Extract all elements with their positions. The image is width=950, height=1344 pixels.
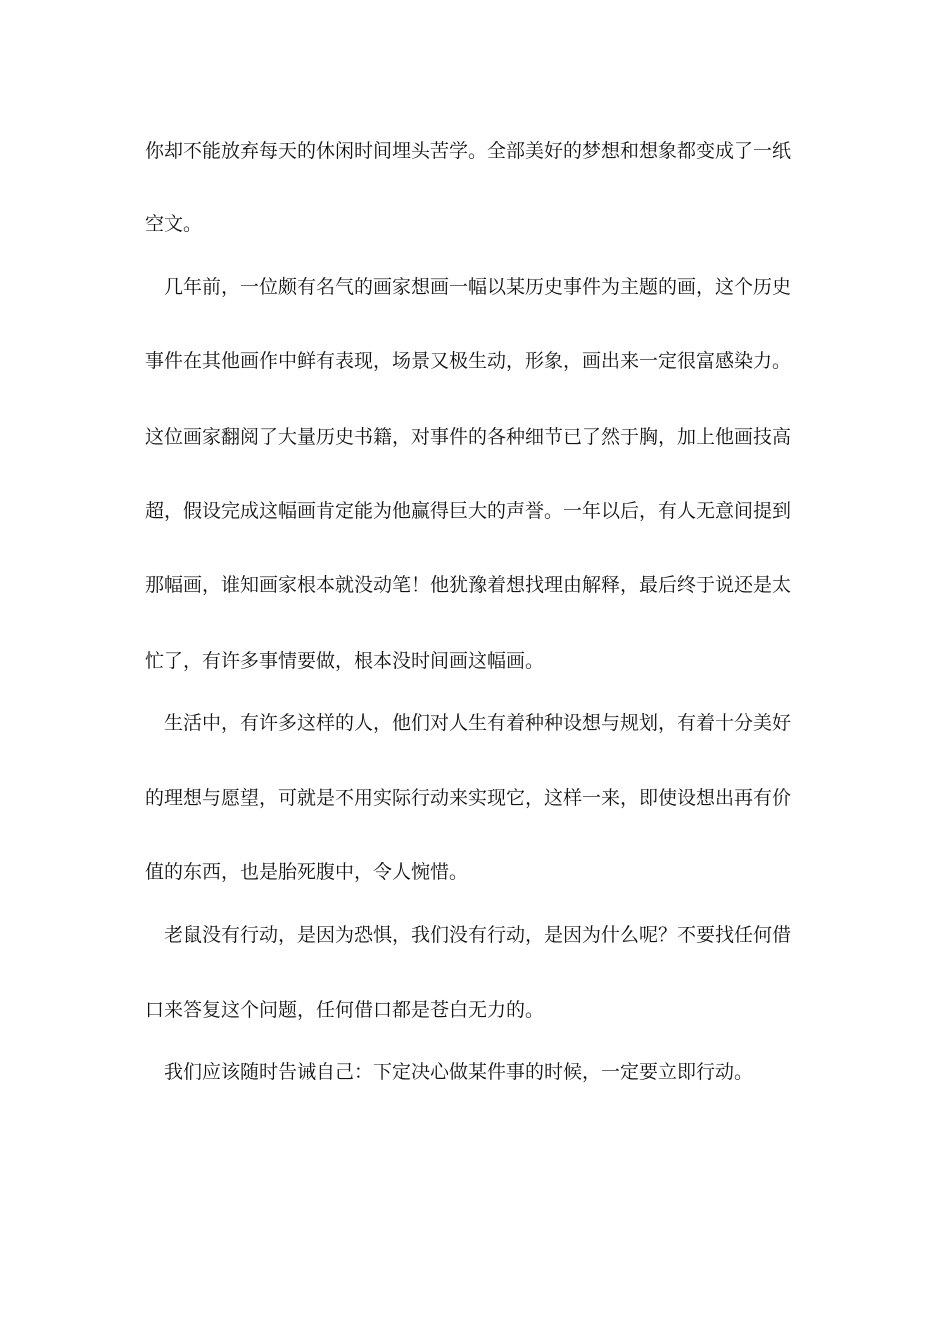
- text-line: 的理想与愿望，可就是不用实际行动来实现它，这样一来，即使设想出再有价: [145, 787, 792, 809]
- text-line: 这位画家翻阅了大量历史书籍，对事件的各种细节已了然于胸，加上他画技高: [145, 426, 792, 448]
- text-line: 事件在其他画作中鲜有表现，场景又极生动，形象，画出来一定很富感染力。: [145, 350, 792, 372]
- text-line: 忙了，有许多事情要做，根本没时间画这幅画。: [145, 650, 545, 672]
- text-line: 老鼠没有行动，是因为恐惧，我们没有行动，是因为什么呢？不要找任何借: [145, 924, 792, 946]
- text-line: 空文。: [145, 213, 203, 235]
- text-line: 我们应该随时告诫自己：下定决心做某件事的时候，一定要立即行动。: [145, 1061, 754, 1083]
- text-line: 生活中，有许多这样的人，他们对人生有着种种设想与规划，有着十分美好: [145, 712, 792, 734]
- text-line: 口来答复这个问题，任何借口都是苍白无力的。: [145, 999, 545, 1021]
- text-line: 你却不能放弃每天的休闲时间埋头苦学。全部美好的梦想和想象都变成了一纸: [145, 140, 792, 162]
- text-line: 超，假设完成这幅画肯定能为他赢得巨大的声誉。一年以后，有人无意间提到: [145, 500, 792, 522]
- text-line: 几年前，一位颇有名气的画家想画一幅以某历史事件为主题的画，这个历史: [145, 276, 792, 298]
- text-line: 那幅画，谁知画家根本就没动笔！他犹豫着想找理由解释，最后终于说还是太: [145, 574, 792, 596]
- text-line: 值的东西，也是胎死腹中，令人惋惜。: [145, 861, 469, 883]
